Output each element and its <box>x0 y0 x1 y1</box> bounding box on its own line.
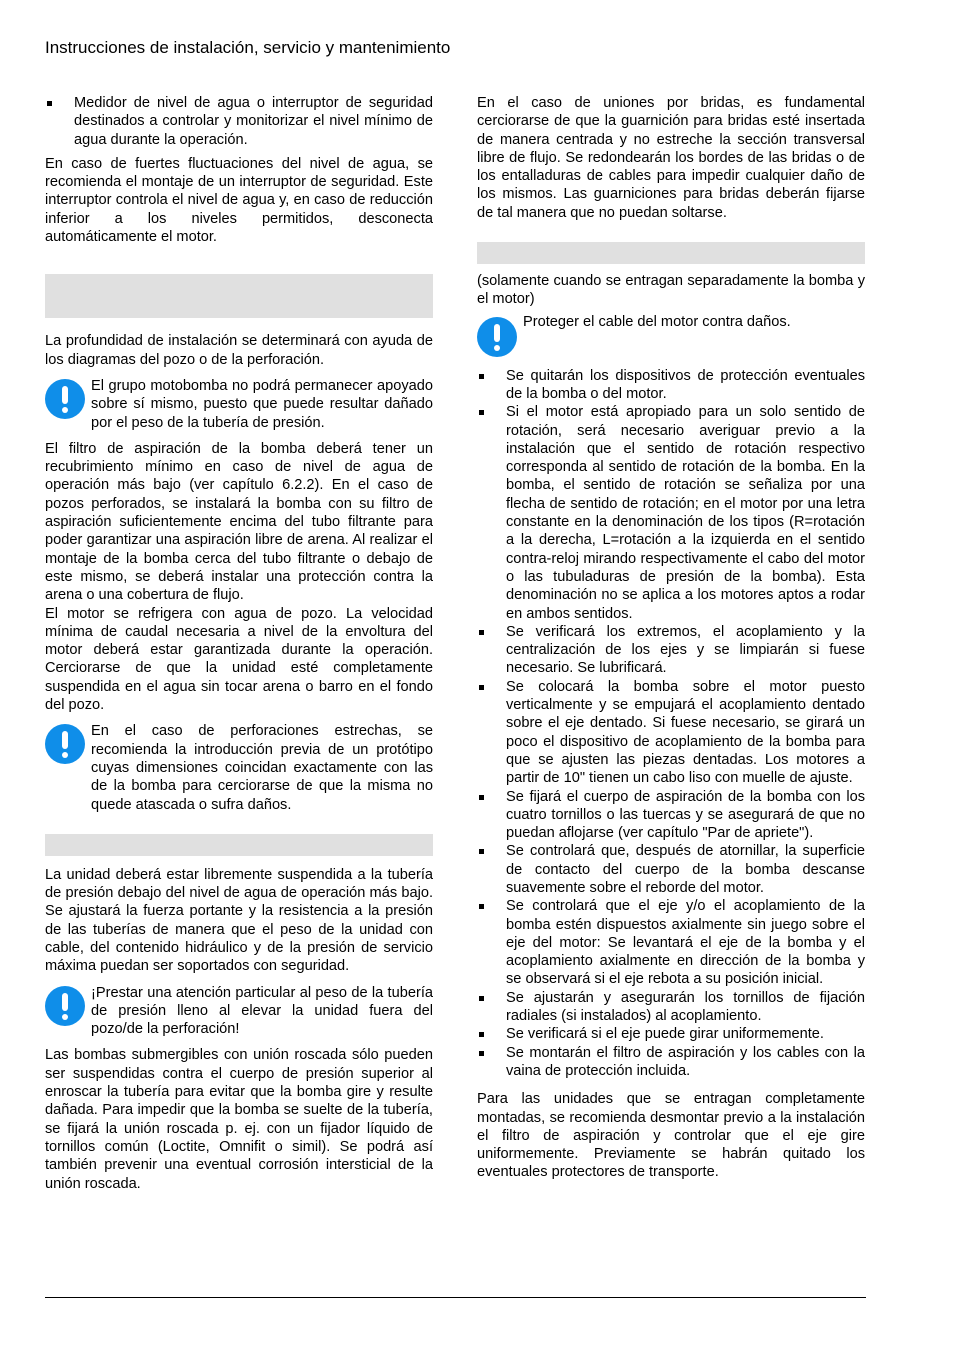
list-item: Medidor de nivel de agua o interruptor de seguridad destinados a controlar y monitorizar el nivel mínimo de agua durante la operación. <box>45 94 433 149</box>
note-text: ¡Prestar una atención particular al peso de la tubería de presión lleno al elevar la unidad fuera del pozo/de la perforación! <box>91 984 433 1038</box>
exclamation-icon <box>45 724 85 764</box>
warning-note <box>45 722 433 813</box>
paragraph: La unidad deberá estar libremente suspendida a la tubería de presión debajo del nivel de agua de operación más bajo. Se ajustará la fuerza portante y la resistencia a la presión de las tuberías de manera que el peso de la unidad con cable, del contenido hidráulico y de la presión de servicio máxima puedan ser soportados con seguridad. <box>45 866 433 975</box>
paragraph: Las bombas submergibles con unión roscada sólo pueden ser suspendidas contra el cuerpo de presión superior al enroscar la tubería para evitar que la bomba gire y resulte dañada. Para impedir que la bomba se suelte de la tubería, se fijará la unión roscada p. ej. con un fijador líquido de tornillos común (Loctite, Omnifit o simil). Se podrá así también prevenir una eventual corrosión intersticial de la unión roscada. <box>45 1047 433 1192</box>
list-item: Se fijará el cuerpo de aspiración de la bomba con los cuatro tornillos o las tuercas y se asegurará de que no puedan aflojarse (ver capítulo "Par de apriete"). <box>477 788 865 843</box>
exclamation-icon <box>45 379 85 419</box>
list-item: Se controlará que, después de atornillar, la superficie de contacto del cuerpo de la bomba descanse suavemente sobre el reborde del motor. <box>477 842 865 897</box>
paragraph: En caso de fuertes fluctuaciones del nivel de agua, se recomienda el montaje de un interruptor de seguridad. Este interruptor controla el nivel de agua y, en caso de reducción inferior a los niveles permitidos, desconecta automáticamente el motor. <box>45 155 433 246</box>
list-item: Se verificará los extremos, el acoplamiento y la centralización de los ejes y se limpiarán si fuese necesario. Se lubrificará. <box>477 623 865 678</box>
list-item: Se verificará si el eje puede girar uniformemente. <box>477 1025 865 1043</box>
paragraph: Para las unidades que se entragan completamente montadas, se recomienda desmontar previo a la instalación el filtro de aspiración y controlar que el eje gire uniformemente. Previamente se habrán quitado los eventuales protectores de transporte. <box>477 1091 865 1181</box>
bullet-list <box>477 367 865 1081</box>
warning-note <box>45 377 433 432</box>
list-item: Se ajustarán y asegurarán los tornillos de fijación radiales (si instalados) al acoplamiento. <box>477 989 865 1026</box>
paragraph: (solamente cuando se entragan separadamente la bomba y el motor) <box>477 273 865 308</box>
bullet-list <box>45 94 433 149</box>
footer-rule <box>45 1297 866 1298</box>
paragraph: El filtro de aspiración de la bomba deberá tener un recubrimiento mínimo en caso de nivel de agua de operación más bajo (ver capítulo 6.2.2). En el caso de pozos perforados, se instalará la bomba con su filtro de aspiración suficientemente encima del tubo filtrante para poder garantizar una aspiración libre de arena. Al realizar el montaje de la bomba cerca del tubo filtrante o debajo de este mismo, se deberá instalar una protección contra la arena o una cobertura de flujo. <box>45 440 433 604</box>
paragraph: El motor se refrigera con agua de pozo. La velocidad mínima de caudal necesaria a nivel de la envoltura del motor deberá estar garantizada durante la operación. Cerciorarse de que la unidad esté completamente suspendida en el agua sin tocar arena o barro en el fondo del pozo. <box>45 605 433 714</box>
right-column <box>477 94 865 1188</box>
section-heading-band <box>45 834 433 856</box>
note-text: El grupo motobomba no podrá permanecer apoyado sobre sí mismo, puesto que puede resultar dañado por el peso de la tubería de presión. <box>91 377 433 431</box>
note-text: En el caso de perforaciones estrechas, se recomienda la introducción previa de un protótipo cuyas dimensiones coincidan exactamente con las de la bomba para cerciorarse de que la misma no quede atascada o sufra daños. <box>91 723 433 813</box>
list-item: Si el motor está apropiado para un solo sentido de rotación, será necesario averiguar previo a la instalación que el sentido de rotación respectivo corresponda al sentido de rotación de la bomba. En la bomba, el sentido de rotación se señaliza por una flecha de sentido de rotación; en el motor por una letra constante en la denominación de los tipos (R=rotación a la derecha, L=rotación a la izquierda en el sentido contra-reloj mirando respectivamente el cabo del motor o las tubuladuras de presión de la bomba). Esta denominación no se aplica a los motores aptos a rodar en ambos sentidos. <box>477 403 865 623</box>
note-text: Proteger el cable del motor contra daños. <box>523 313 791 330</box>
list-item: Se montarán el filtro de aspiración y los cables con la vaina de protección incluida. <box>477 1044 865 1081</box>
list-item: Se controlará que el eje y/o el acoplamiento de la bomba estén dispuestos axialmente sin juego sobre el eje del motor: Se levantará el eje de la bomba y el acoplamiento axialmente en dirección de la bomba y se observará si el eje rebota a su posición inicial. <box>477 897 865 988</box>
page-header: Instrucciones de instalación, servicio y mantenimiento <box>45 38 451 57</box>
warning-note <box>45 984 433 1039</box>
section-heading-band <box>477 242 865 264</box>
exclamation-icon <box>477 317 517 357</box>
exclamation-icon <box>45 986 85 1026</box>
list-item: Se quitarán los dispositivos de protección eventuales de la bomba o del motor. <box>477 367 865 404</box>
paragraph: La profundidad de instalación se determinará con ayuda de los diagramas del pozo o de la perforación. <box>45 333 433 368</box>
section-heading-band <box>45 274 433 318</box>
left-column <box>45 94 433 1199</box>
list-item: Se colocará la bomba sobre el motor puesto verticalmente y se empujará el acoplamiento dentado sobre el eje dentado. Si fuese necesario, se girará un poco el dispositivo de acoplamiento de la bomba para que se ajusten las piezas dentadas. Los motores a partir de 10" tienen un cabo liso con muelle de ajuste. <box>477 678 865 788</box>
warning-note <box>477 315 865 357</box>
paragraph: En el caso de uniones por bridas, es fundamental cerciorarse de que la guarnición para bridas esté insertada de manera centrada y no estreche la sección transversal libre de flujo. Se redondearán los bordes de las bridas o de los entalladuras de cables para impedir cualquier daño de los mismos. Las guarniciones para bridas deberán fijarse de tal manera que no puedan soltarse. <box>477 95 865 221</box>
